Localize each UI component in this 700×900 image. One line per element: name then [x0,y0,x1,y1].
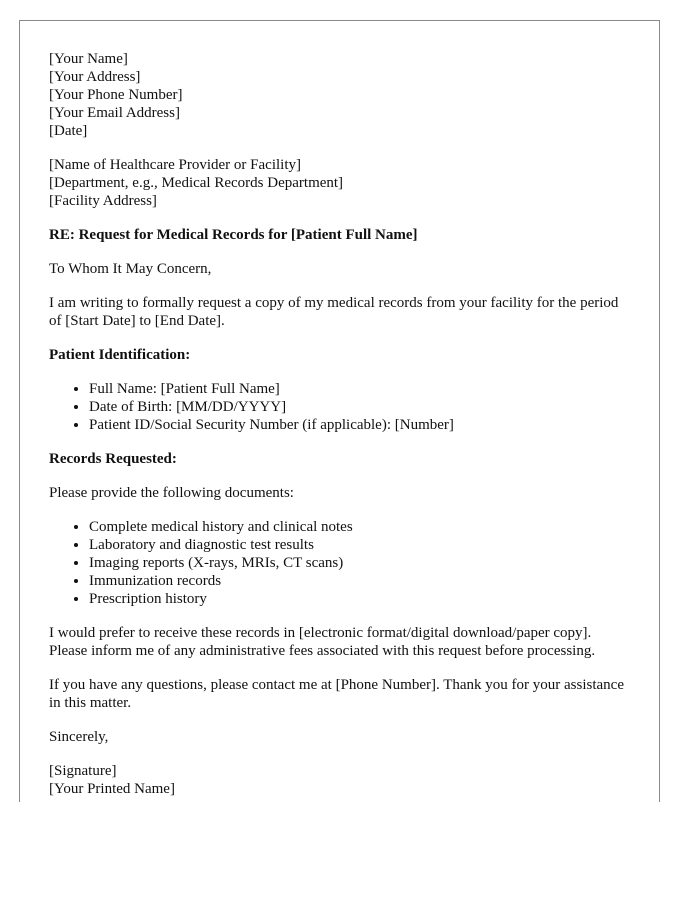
signature-block [49,762,631,798]
printed-name: [Your Printed Name] [49,781,175,797]
letter-page [19,20,660,802]
list-item: • Laboratory and diagnostic test results [89,536,631,554]
list-item: • Full Name: [Patient Full Name] [89,380,631,398]
list-item: • Patient ID/Social Security Number (if applicable): [Number] [89,416,631,434]
subject-line: RE: Request for Medical Records for [Patient Full Name] [49,227,418,243]
list-item: • Immunization records [89,572,631,590]
patient-identification-heading: Patient Identification: [49,347,191,363]
sender-name: [Your Name] [49,51,128,67]
signature-placeholder: [Signature] [49,763,117,779]
closing: Sincerely, [49,729,109,745]
salutation: To Whom It May Concern, [49,261,212,277]
list-item: • Imaging reports (X-rays, MRIs, CT scans) [89,554,631,572]
records-requested-list [49,518,631,608]
list-item: • Complete medical history and clinical notes [89,518,631,536]
sender-email: [Your Email Address] [49,105,180,121]
records-requested-heading: Records Requested: [49,451,177,467]
recipient-department: [Department, e.g., Medical Records Department] [49,175,344,191]
patient-identification-list [49,380,631,434]
contact-paragraph: If you have any questions, please contact me at [Phone Number]. Thank you for your assistance in this matter. [49,677,624,711]
sender-address: [Your Address] [49,69,141,85]
recipient-block [49,156,631,210]
recipient-provider: [Name of Healthcare Provider or Facility] [49,157,301,173]
intro-paragraph: I am writing to formally request a copy of my medical records from your facility for the period of [Start Date] to [End Date]. [49,295,619,329]
recipient-address: [Facility Address] [49,193,157,209]
format-paragraph: I would prefer to receive these records in [electronic format/digital download/paper copy]. Please inform me of any administrative fees associated with this request before processing. [49,625,596,659]
list-item: • Date of Birth: [MM/DD/YYYY] [89,398,631,416]
records-requested-lead: Please provide the following documents: [49,485,294,501]
sender-phone: [Your Phone Number] [49,87,183,103]
sender-block [49,50,631,140]
letter-date: [Date] [49,123,88,139]
list-item: • Prescription history [89,590,631,608]
